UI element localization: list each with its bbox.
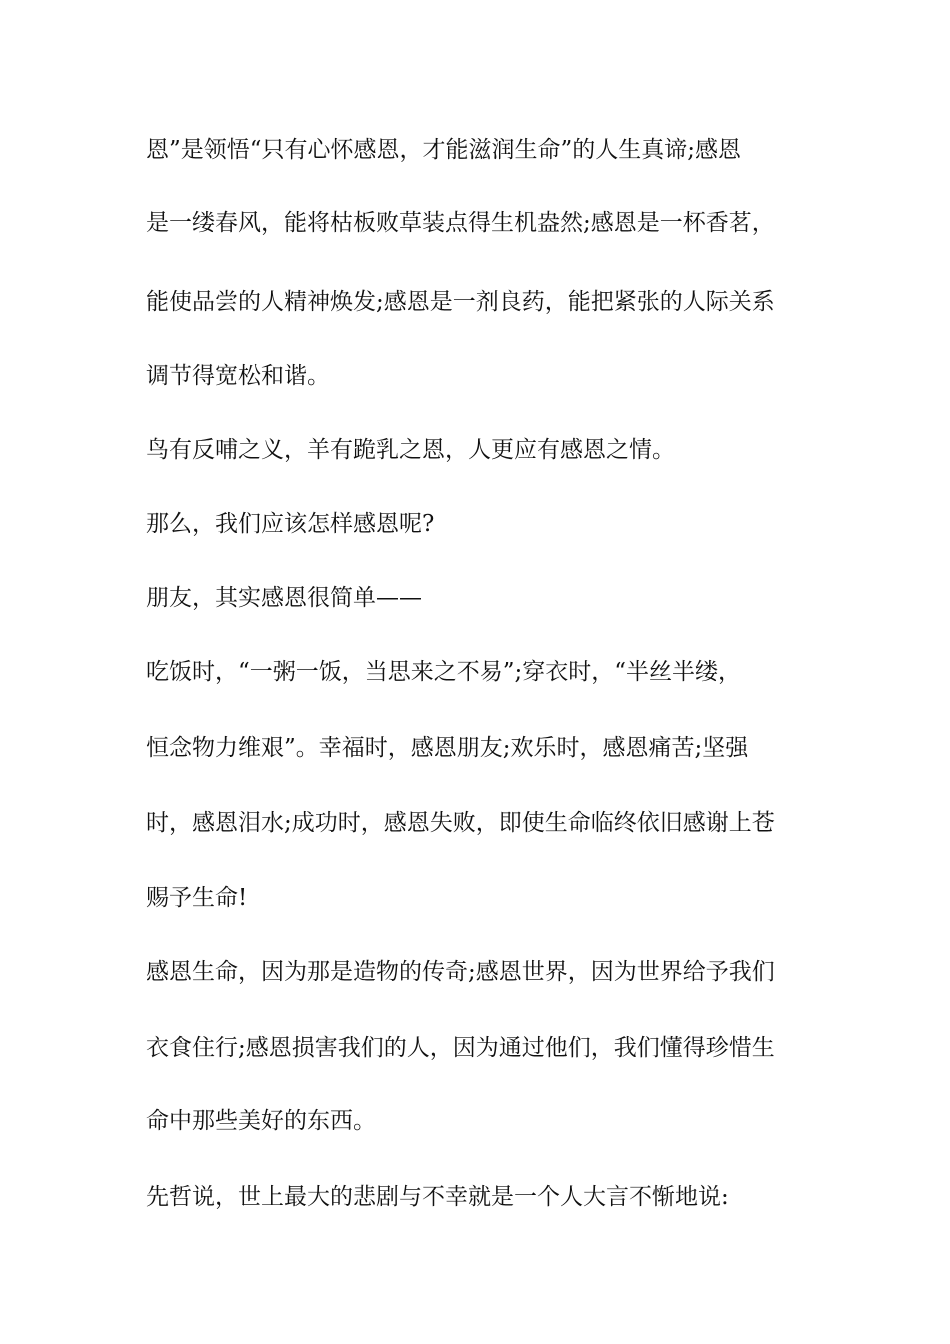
text-line: 时，感恩泪水;成功时，感恩失败，即使生命临终依旧感谢上苍 [146, 810, 775, 836]
text-line: 命中那些美好的东西。 [146, 1108, 376, 1134]
text-line: 赐予生命! [146, 885, 248, 911]
text-line: 吃饭时，“一粥一饭，当思来之不易”;穿衣时，“半丝半缕， [146, 659, 742, 685]
text-line: 感恩生命，因为那是造物的传奇;感恩世界，因为世界给予我们 [146, 959, 775, 985]
text-line: 调节得宽松和谐。 [146, 363, 330, 389]
text-line: 恒念物力维艰”。幸福时，感恩朋友;欢乐时，感恩痛苦;坚强 [146, 735, 749, 761]
text-line: 能使品尝的人精神焕发;感恩是一剂良药，能把紧张的人际关系 [146, 289, 775, 315]
text-line: 恩”是领悟“只有心怀感恩，才能滋润生命”的人生真谛;感恩 [146, 137, 742, 163]
text-line: 鸟有反哺之义，羊有跪乳之恩，人更应有感恩之情。 [146, 437, 675, 463]
text-line: 那么，我们应该怎样感恩呢? [146, 511, 435, 537]
text-line: 是一缕春风，能将枯板败草装点得生机盎然;感恩是一杯香茗， [146, 210, 775, 236]
text-line: 衣食住行;感恩损害我们的人，因为通过他们，我们懂得珍惜生 [146, 1035, 775, 1061]
text-line: 先哲说，世上最大的悲剧与不幸就是一个人大言不惭地说: [146, 1184, 729, 1210]
text-line: 朋友，其实感恩很简单—— [146, 585, 422, 611]
